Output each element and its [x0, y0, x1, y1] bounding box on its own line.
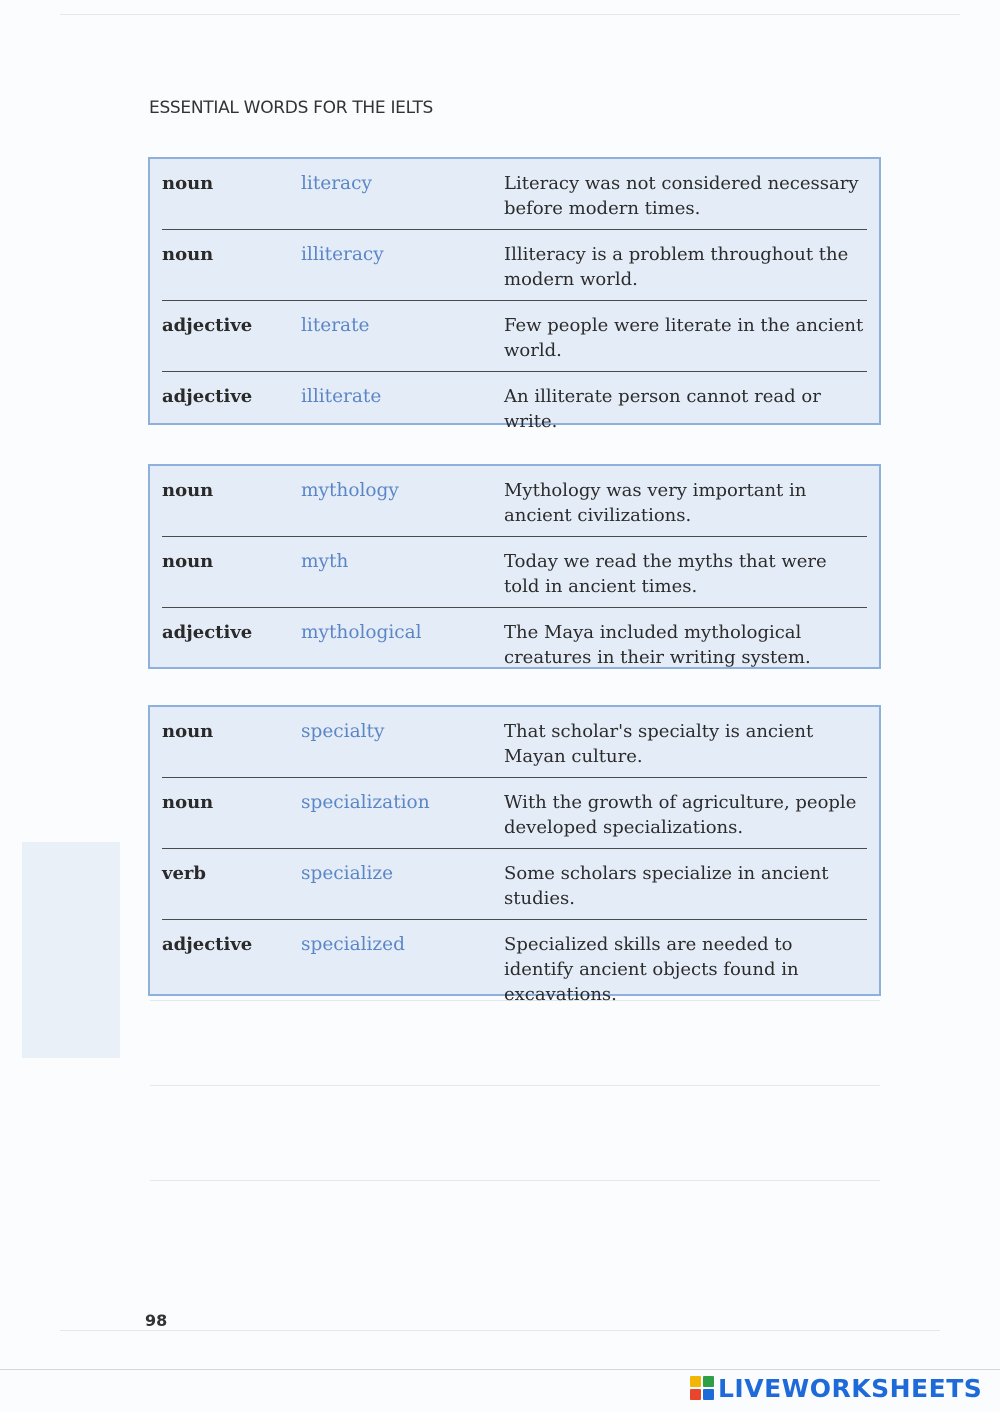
vocab-word: mythology — [301, 480, 399, 501]
logo-square-yellow — [690, 1376, 701, 1387]
vocab-row — [162, 920, 867, 1015]
vocab-row — [162, 537, 867, 608]
part-of-speech: noun — [162, 173, 214, 194]
logo-square-red — [690, 1389, 701, 1400]
part-of-speech: adjective — [162, 315, 253, 336]
example-sentence: An illiterate person cannot read or write. — [504, 386, 821, 432]
bleed-through-line — [150, 1180, 880, 1181]
chapter-side-tab — [22, 842, 120, 1058]
example-sentence: Some scholars specialize in ancient studies. — [504, 863, 829, 909]
logo-square-green — [703, 1376, 714, 1387]
example-sentence: Literacy was not considered necessary before modern times. — [504, 173, 859, 219]
vocab-word: illiteracy — [301, 244, 384, 265]
vocab-word: specialized — [301, 934, 405, 955]
vocab-row — [162, 608, 867, 678]
vocab-word: specialize — [301, 863, 394, 884]
vocab-word: literate — [301, 315, 370, 336]
vocab-row — [162, 778, 867, 849]
part-of-speech: adjective — [162, 934, 253, 955]
logo-text: LIVEWORKSHEETS — [718, 1373, 983, 1403]
footer-divider — [0, 1369, 1000, 1370]
bleed-through-line — [60, 1330, 940, 1331]
word-family-box-literacy — [148, 157, 881, 432]
part-of-speech: verb — [162, 863, 206, 884]
vocab-row — [162, 159, 867, 230]
example-sentence: The Maya included mythological creatures in their writing system. — [504, 622, 811, 668]
example-sentence: Mythology was very important in ancient civilizations. — [504, 480, 807, 526]
vocab-row — [162, 466, 867, 537]
example-sentence: With the growth of agriculture, people developed specializations. — [504, 792, 857, 838]
part-of-speech: noun — [162, 244, 214, 265]
part-of-speech: adjective — [162, 622, 253, 643]
liveworksheets-logo[interactable] — [690, 1373, 982, 1403]
example-sentence: Specialized skills are needed to identify ancient objects found in excavations. — [504, 934, 799, 1005]
vocab-word: literacy — [301, 173, 372, 194]
vocab-word: specialization — [301, 792, 430, 813]
bleed-through-line — [150, 1085, 880, 1086]
vocab-row — [162, 372, 867, 442]
example-sentence: Few people were literate in the ancient world. — [504, 315, 864, 361]
word-family-box-mythology — [148, 464, 881, 669]
part-of-speech: noun — [162, 480, 214, 501]
example-sentence: Illiteracy is a problem throughout the modern world. — [504, 244, 849, 290]
vocab-word: illiterate — [301, 386, 382, 407]
part-of-speech: noun — [162, 551, 214, 572]
logo-square-blue — [703, 1389, 714, 1400]
vocab-row — [162, 230, 867, 301]
vocab-row — [162, 849, 867, 920]
part-of-speech: adjective — [162, 386, 253, 407]
word-family-box-specialty — [148, 705, 881, 1005]
bleed-through-line — [60, 14, 960, 15]
vocab-row — [162, 707, 867, 778]
example-sentence: Today we read the myths that were told in ancient times. — [504, 551, 827, 597]
page-number: 98 — [145, 1311, 168, 1330]
running-head: ESSENTIAL WORDS FOR THE IELTS — [149, 98, 434, 118]
example-sentence: That scholar's specialty is ancient Mayan culture. — [504, 721, 814, 767]
vocab-word: specialty — [301, 721, 385, 742]
vocab-word: myth — [301, 551, 349, 572]
vocab-row — [162, 301, 867, 372]
liveworksheets-logo-icon — [690, 1376, 714, 1400]
part-of-speech: noun — [162, 721, 214, 742]
vocab-word: mythological — [301, 622, 422, 643]
part-of-speech: noun — [162, 792, 214, 813]
